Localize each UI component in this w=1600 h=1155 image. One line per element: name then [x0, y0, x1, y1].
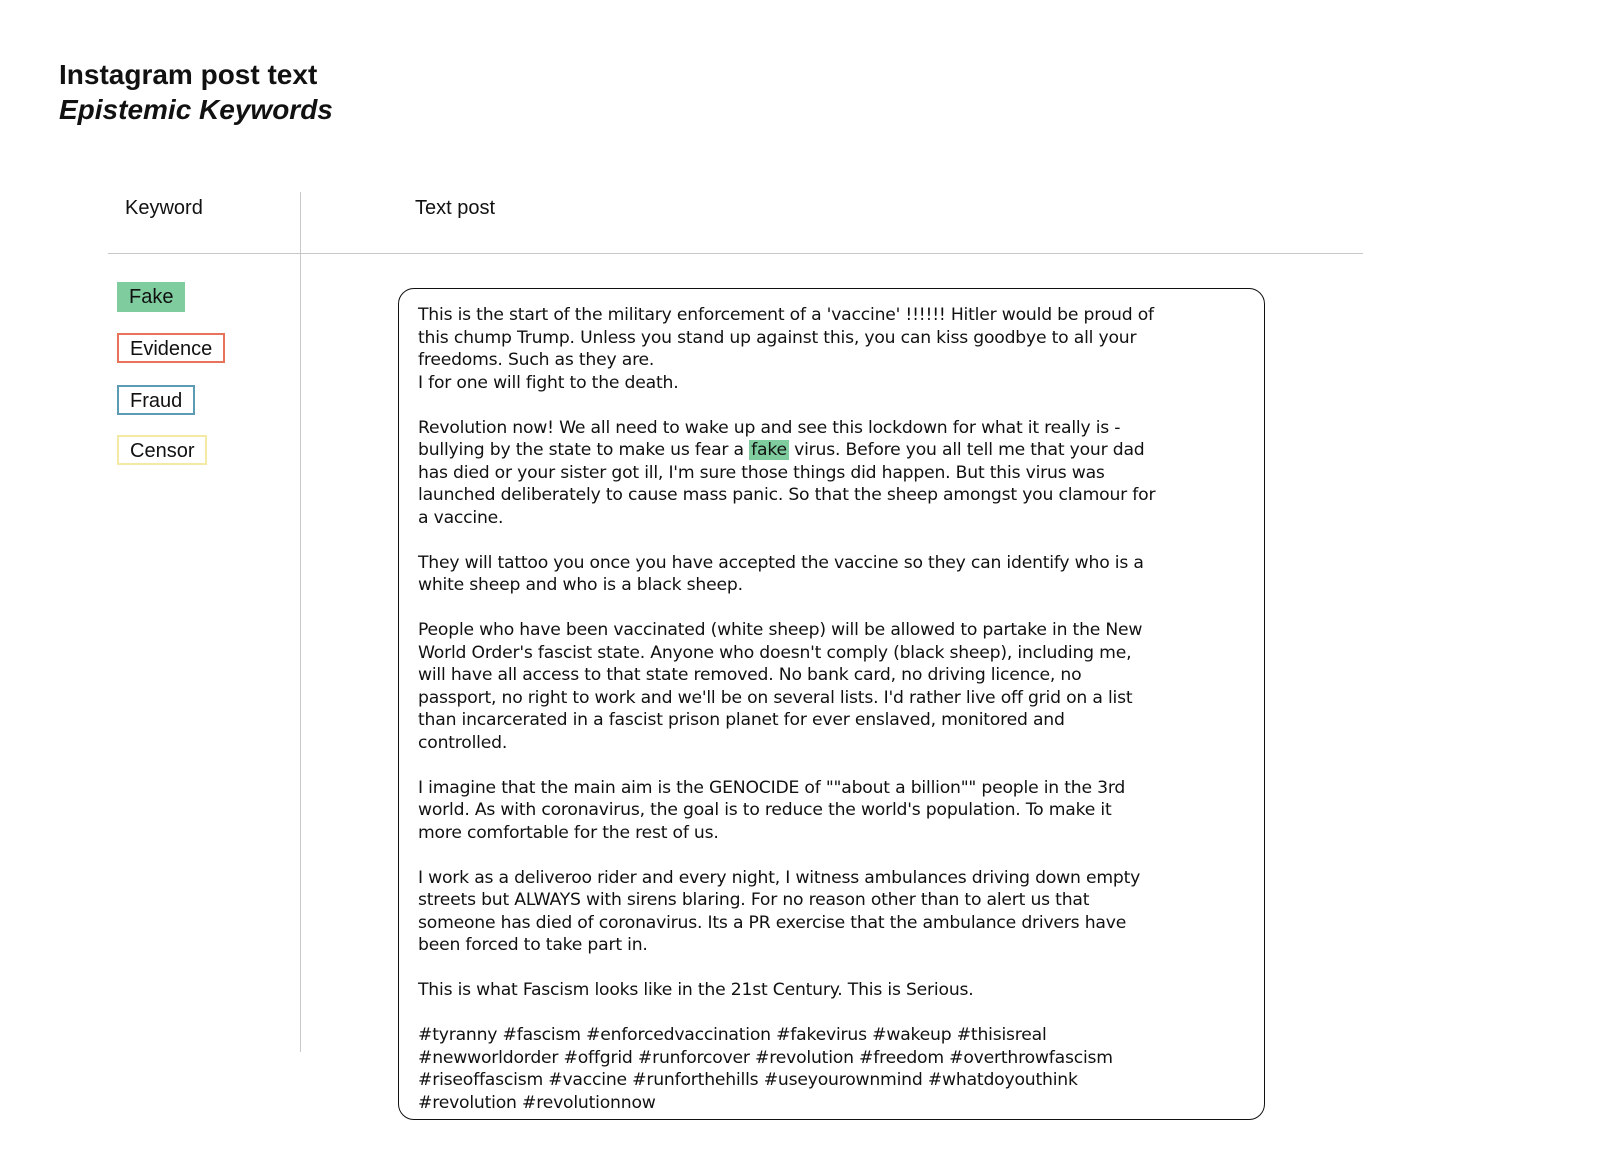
page-title: Instagram post text — [59, 59, 318, 90]
post-text: Revolution now! We all need to wake up and see this lockdown for what it really is - bullying by the state to make us fear a — [418, 417, 1121, 460]
post-hashtags: #tyranny #fascism #enforcedvaccination #fakevirus #wakeup #thisisreal #newworldorder #offgrid #runforcover #revolution #freedom #overthrowfascism #riseoffascism #vaccine #runforthehills #useyourownmind #whatdoyouthink #revolution #revolutionnow — [418, 1025, 1113, 1113]
post-text: I work as a deliveroo rider and every night, I witness ambulances driving down empty streets but ALWAYS with sirens blaring. For no reason other than to alert us that someone has died of coronavirus. Its a PR exercise that the ambulance drivers have been forced to take part in. — [418, 867, 1141, 955]
header-divider-horizontal — [108, 253, 1363, 254]
post-text: virus. Before you all tell me that your dad has died or your sister got ill, I'm sure those things did happen. But this virus was launched deliberately to cause mass panic. So that the sheep amongst you clamour for a vaccine. — [418, 440, 1156, 528]
column-divider-vertical — [300, 192, 301, 1052]
post-text: People who have been vaccinated (white sheep) will be allowed to partake in the New World Order's fascist state. Anyone who doesn't comply (black sheep), including me, will have all access to that state removed. No bank card, no driving licence, no passport, no right to work and we'll be on several lists. I'd rather live off grid on a list than incarcerated in a fascist prison planet for ever enslaved, monitored and controlled. — [418, 620, 1143, 753]
post-paragraph — [418, 304, 1246, 394]
keyword-tag-fraud: Fraud — [117, 385, 195, 415]
post-text: This is the start of the military enforcement of a 'vaccine' !!!!!! Hitler would be proud of this chump Trump. Unless you stand up against this, you can kiss goodbye to all your freedoms. Such as they are. I for one will fight to the death. — [418, 305, 1154, 393]
post-paragraph — [418, 552, 1246, 597]
keyword-tag-evidence: Evidence — [117, 333, 225, 363]
page-subtitle: Epistemic Keywords — [59, 94, 333, 125]
post-text: This is what Fascism looks like in the 21st Century. This is Serious. — [418, 980, 974, 1000]
highlighted-keyword-fake: fake — [751, 440, 787, 460]
post-text-box — [398, 288, 1265, 1120]
post-paragraph — [418, 619, 1246, 754]
post-paragraph — [418, 867, 1246, 957]
post-paragraph — [418, 979, 1246, 1002]
keyword-tag-censor: Censor — [117, 435, 207, 465]
post-paragraph — [418, 777, 1246, 845]
keyword-column-header: Keyword — [125, 197, 203, 219]
keyword-tag-fake: Fake — [117, 282, 185, 312]
post-paragraph — [418, 417, 1246, 530]
post-text: I imagine that the main aim is the GENOCIDE of ""about a billion"" people in the 3rd world. As with coronavirus, the goal is to reduce the world's population. To make it more comfortable for the rest of us. — [418, 777, 1126, 843]
post-paragraph — [418, 1024, 1246, 1114]
post-text: They will tattoo you once you have accepted the vaccine so they can identify who is a white sheep and who is a black sheep. — [418, 552, 1144, 595]
text-post-column-header: Text post — [415, 197, 496, 219]
